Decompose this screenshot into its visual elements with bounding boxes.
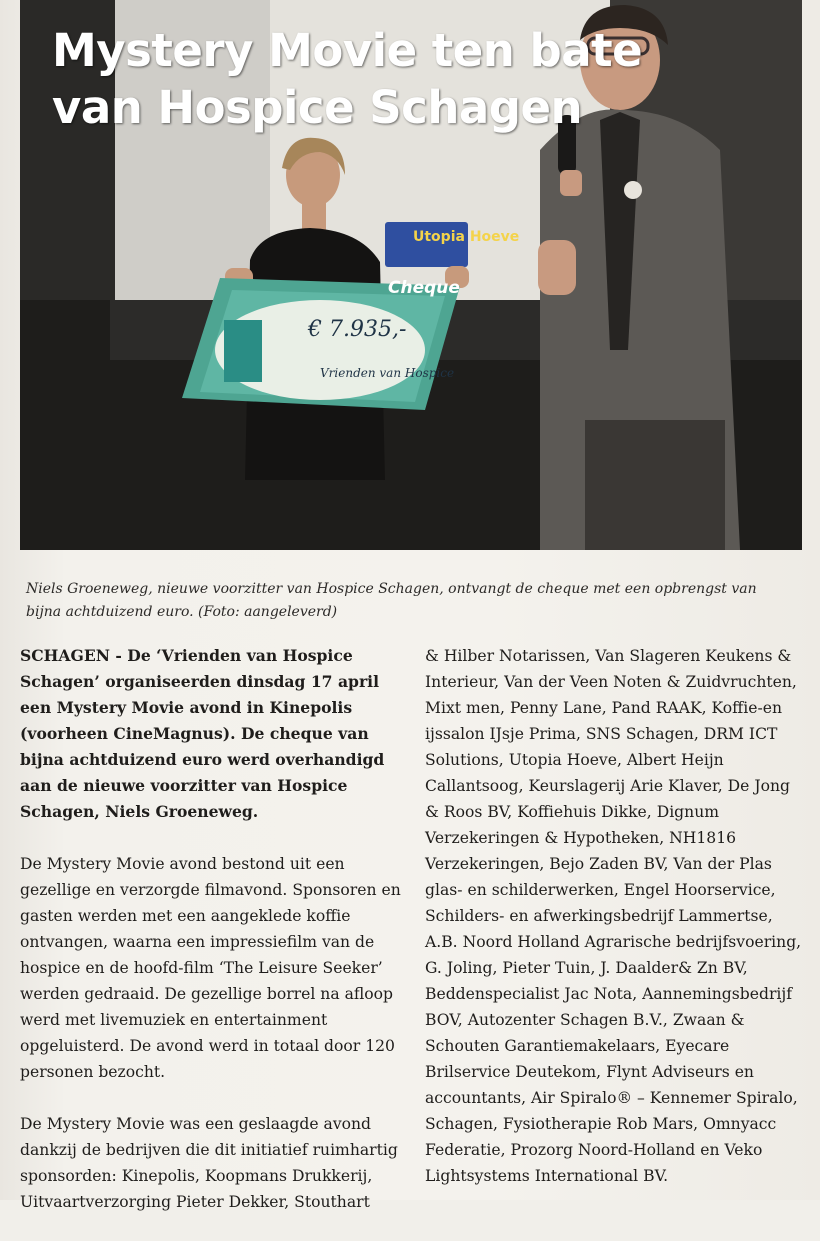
cheque-label: Cheque [388,278,460,298]
photo-caption: Niels Groeneweg, nieuwe voorzitter van Hospice Schagen, ontvangt de cheque met een opbrengst van bijna achtduizend euro. (Foto: aangeleverd) [26,581,757,620]
article-photo [20,0,802,550]
headline [52,22,642,136]
lead-text: - De ‘Vrienden van Hospice Schagen’ organiseerden dinsdag 17 april een Mystery Movie avond in Kinepolis (voorheen CineMagnus). De cheque van bijna achtduizend euro werd overhandigd aan de nieuwe voorzitter van Hospice Schagen, Niels Groeneweg. [20,646,385,821]
article-column-left [20,643,412,1241]
article-paragraph-1: De Mystery Movie avond bestond uit een gezellige en verzorgde filmavond. Sponsoren en gasten werden met een aangeklede koffie ontvangen, waarna een impressiefilm van de hospice en de hoofd-film ‘The Leisure Seeker’ werden gedraaid. De gezellige borrel na afloop werd met livemuziek en entertainment opgeluisterd. De avond werd in totaal door 120 personen bezocht. [20,855,401,1081]
headline-line-1: Mystery Movie ten bate [52,24,643,77]
article-column-right [425,643,807,1189]
cheque-payee: Vrienden van Hospice [320,366,455,380]
article-paragraph-2-continued: & Hilber Notarissen, Van Slageren Keukens & Interieur, Van der Veen Noten & Zuidvruchten, Mixt men, Penny Lane, Pand RAAK, Koffie-en ijssalon IJsje Prima, SNS Schagen, DRM ICT Solutions, Utopia Hoeve, Albert Heijn Callantsoog, Keurslagerij Arie Klaver, De Jong & Roos BV, Koffiehuis Dikke, Dignum Verzekeringen & Hypotheken, NH1816 Verzekeringen, Bejo Zaden BV, Van der Plas glas- en schilderwerken, Engel Hoorservice, Schilders- en afwerkingsbedrijf Lammertse, A.B. Noord Holland Agrarische bedrijfsvoering, G. Joling, Pieter Tuin, J. Daalder& Zn BV, Beddenspecialist Jac Nota, Aannemingsbedrijf BOV, Autozenter Schagen B.V., Zwaan & Schouten Garantiemakelaars, Eyecare Brilservice Deutekom, Flynt Adviseurs en accountants, Air Spiralo® – Kennemer Spiralo, Schagen, Fysiotherapie Rob Mars, Omnyacc Federatie, Prozorg Noord-Holland en Veko Lightsystems International BV. [425,647,802,1185]
headline-line-2: van Hospice Schagen [52,81,583,134]
article-paragraph-2: De Mystery Movie was een geslaagde avond dankzij de bedrijven die dit initiatief ruimhartig sponsorden: Kinepolis, Koopmans Drukkerij, Uitvaartverzorging Pieter Dekker, Stouthart [20,1115,398,1211]
cheque-amount: € 7.935,- [308,317,407,342]
dateline: SCHAGEN [20,646,110,665]
sponsor-sign-text: Utopia Hoeve [413,229,520,245]
article-lead [20,643,412,825]
